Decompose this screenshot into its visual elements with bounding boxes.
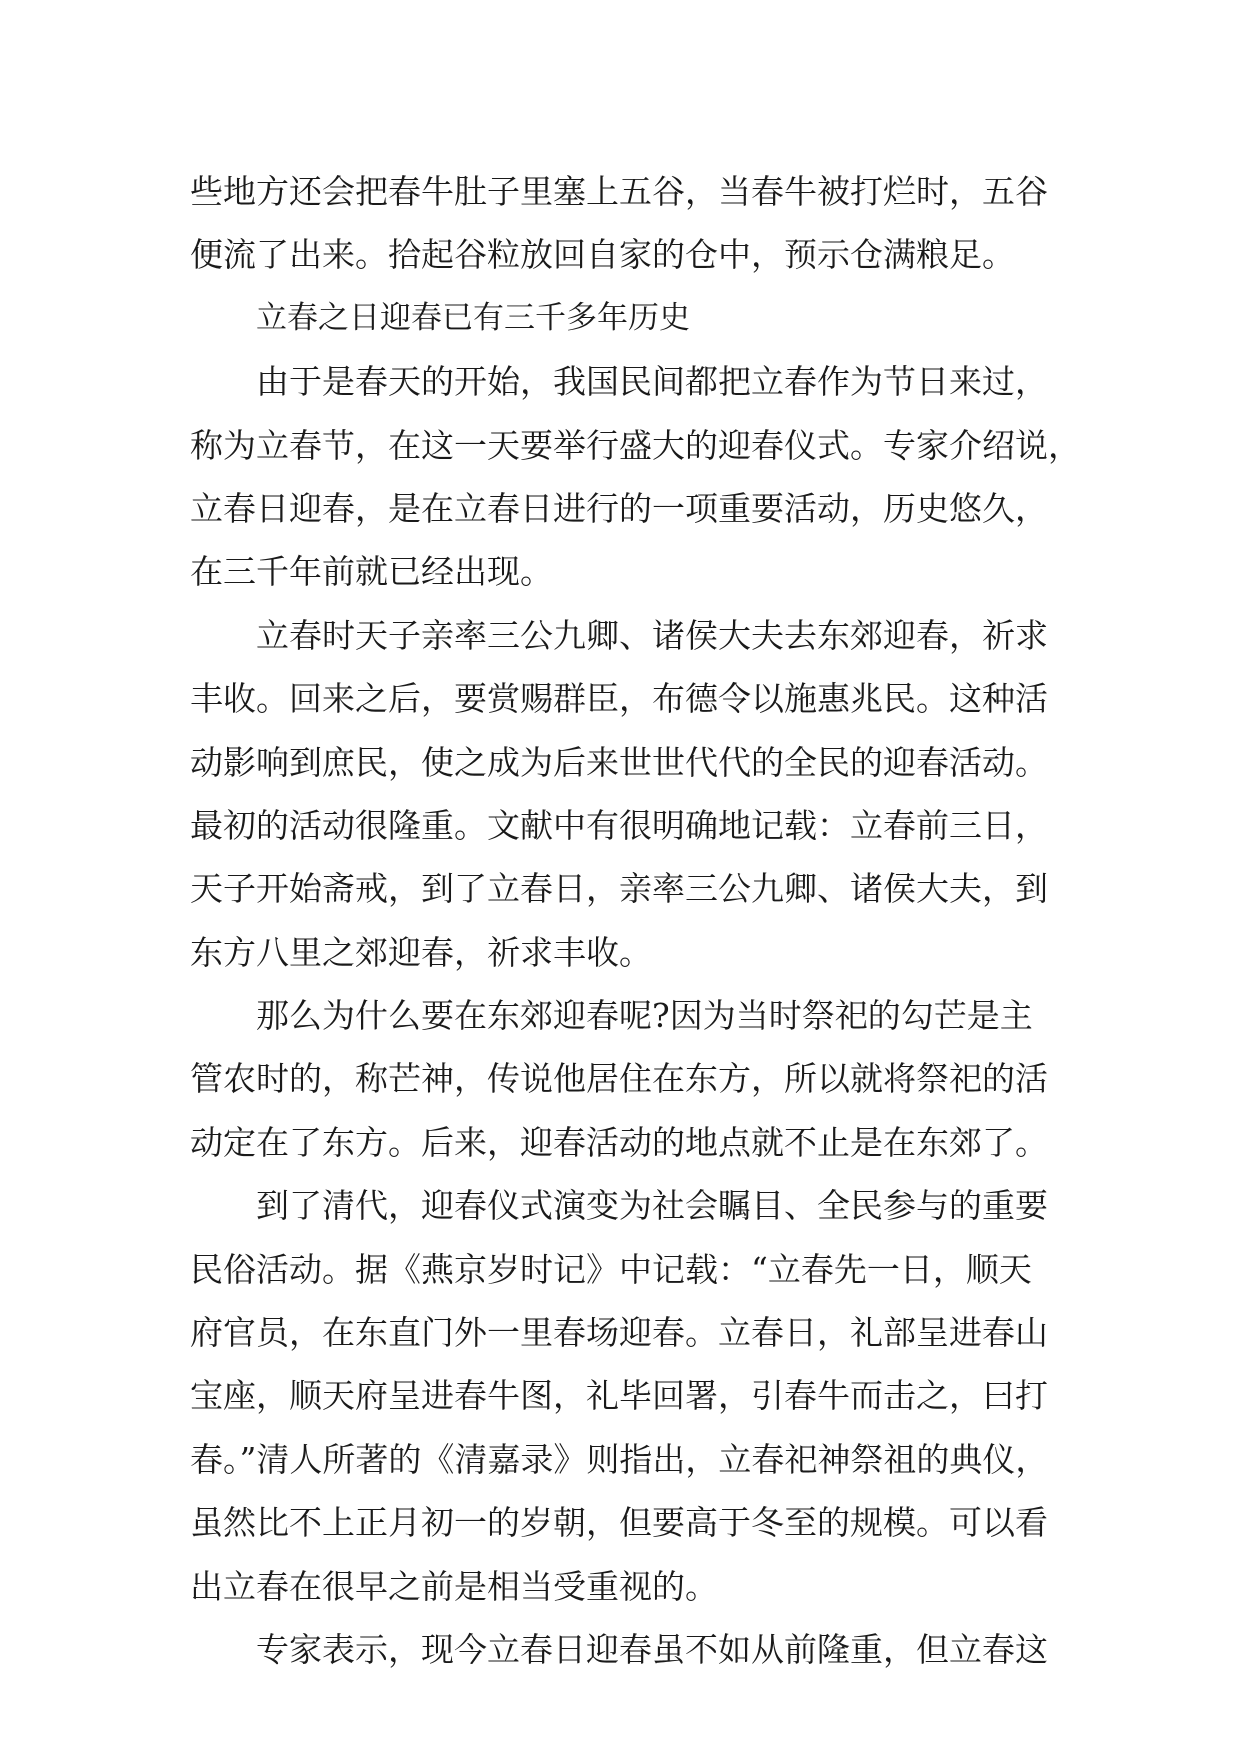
text-line: 春。”清人所著的《清嘉录》则指出，立春祀神祭祖的典仪， (190, 1439, 1049, 1479)
text-line: 到了清代，迎春仪式演变为社会瞩目、全民参与的重要 (256, 1186, 1048, 1226)
text-line: 动影响到庶民，使之成为后来世世代代的全民的迎春活动。 (190, 742, 1048, 782)
text-line: 由于是春天的开始，我国民间都把立春作为节日来过， (256, 362, 1048, 402)
text-line: 立春日迎春，是在立春日进行的一项重要活动，历史悠久， (190, 488, 1048, 528)
text-line: 东方八里之郊迎春，祈求丰收。 (190, 932, 652, 972)
text-line: 那么为什么要在东郊迎春呢?因为当时祭祀的勾芒是主 (256, 996, 1033, 1036)
text-line: 称为立春节，在这一天要举行盛大的迎春仪式。专家介绍说， (190, 425, 1081, 465)
section-heading: 立春之日迎春已有三千多年历史 (256, 299, 690, 336)
text-line: 宝座，顺天府呈进春牛图，礼毕回署，引春牛而击之，曰打 (190, 1376, 1048, 1416)
text-line: 丰收。回来之后，要赏赐群臣，布德令以施惠兆民。这种活 (190, 679, 1048, 719)
text-line: 些地方还会把春牛肚子里塞上五谷，当春牛被打烂时，五谷 (190, 172, 1048, 211)
text-line: 最初的活动很隆重。文献中有很明确地记载：立春前三日， (190, 805, 1048, 845)
text-line: 便流了出来。拾起谷粒放回自家的仓中，预示仓满粮足。 (190, 235, 1015, 275)
text-line: 专家表示，现今立春日迎春虽不如从前隆重，但立春这 (256, 1629, 1048, 1669)
text-line: 在三千年前就已经出现。 (190, 552, 553, 592)
text-line: 立春时天子亲率三公九卿、诸侯大夫去东郊迎春，祈求 (256, 615, 1048, 655)
text-line: 虽然比不上正月初一的岁朝，但要高于冬至的规模。可以看 (190, 1503, 1048, 1543)
body-text (190, 160, 1081, 1681)
text-line: 出立春在很早之前是相当受重视的。 (190, 1566, 718, 1606)
text-line: 动定在了东方。后来，迎春活动的地点就不止是在东郊了。 (190, 1122, 1048, 1162)
text-line: 民俗活动。据《燕京岁时记》中记载：“立春先一日，顺天 (190, 1249, 1032, 1289)
text-line: 管农时的，称芒神，传说他居住在东方，所以就将祭祀的活 (190, 1059, 1048, 1099)
text-line: 府官员，在东直门外一里春场迎春。立春日，礼部呈进春山 (190, 1313, 1048, 1353)
text-line: 天子开始斋戒，到了立春日，亲率三公九卿、诸侯大夫，到 (190, 869, 1048, 909)
